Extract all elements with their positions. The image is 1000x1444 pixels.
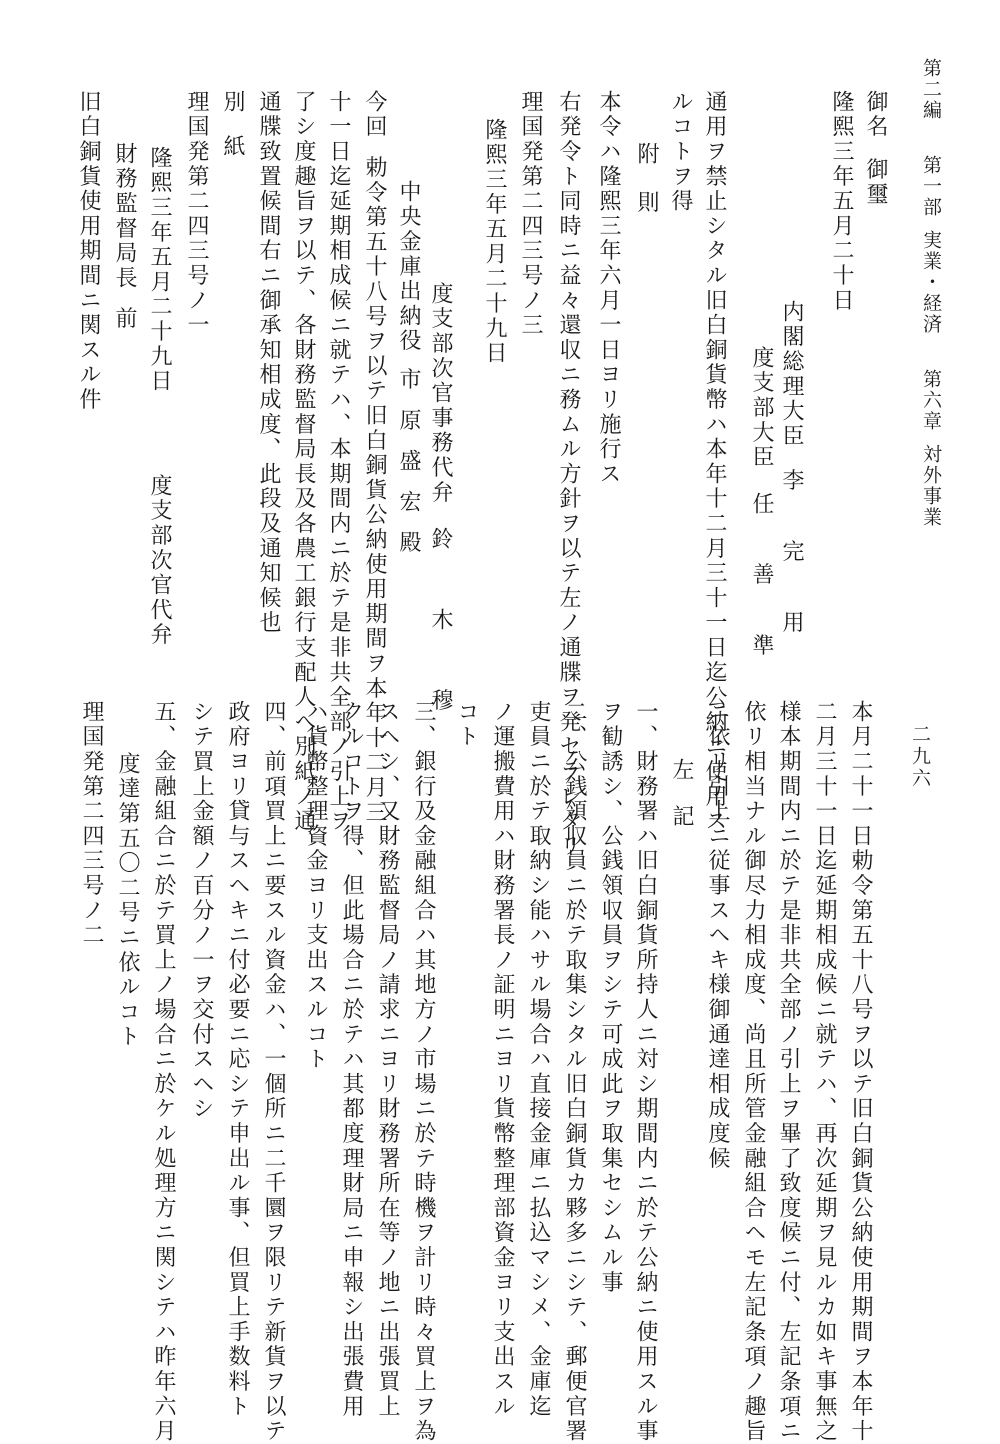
text-segment: 善: [749, 562, 774, 588]
lower-column-9: [560, 700, 588, 1444]
lower-column-5: [703, 700, 731, 1171]
text-segment: 四、前項買上ニ要スル資金ハ、一個所ニ二千圜ヲ限リテ新貨ヲ以テ: [261, 700, 286, 1444]
text-segment: ニ依リ引上ニ従事スヘキ様御通達相成度候: [705, 700, 730, 1172]
lower-column-7: [631, 700, 659, 1444]
lower-column-6: [667, 758, 695, 830]
header-part: 第二編: [920, 58, 942, 121]
text-segment: 二、公銭領収員ニ於テ取集シタル旧白銅貨カ夥多ニシテ、郵便官署: [562, 700, 587, 1444]
text-segment: 一、財務署ハ旧白銅貨所持人ニ対シ期間内ニ於テ公納ニ使用スル事: [633, 700, 658, 1444]
text-segment: 三、銀行及金融組合ハ其地方ノ市場ニ於テ時機ヲ計リ時々買上ヲ為: [411, 700, 436, 1444]
text-segment: 理国発第二四三号ノ一: [184, 90, 209, 338]
text-segment: スヘシ、又財務監督局ノ請求ニヨリ財務署所在等ノ地ニ出張買上: [375, 700, 400, 1420]
page-number: 二九六: [909, 724, 931, 790]
text-segment: 度支部大臣: [749, 346, 774, 470]
text-segment: ヲ勧誘シ、公銭領収員ヲシテ可成此ヲ取集セシムル事: [598, 700, 623, 1296]
lower-column-13: [409, 700, 437, 1444]
text-segment: 政府ヨリ貸与スヘキニ付必要ニ応シテ申出ル事、但買上手数料ト: [225, 700, 250, 1420]
text-segment: 旧白銅貨使用期間ニ関スル件: [76, 90, 101, 413]
text-segment: 了シ度趣旨ヲ以テ、各財務監督局長及各農工銀行支配人へ別紙ノ通: [291, 90, 316, 834]
text-segment: 木: [428, 608, 453, 633]
text-segment: 殿: [396, 530, 421, 556]
lower-column-20: [149, 700, 177, 1444]
lower-column-1: [846, 700, 874, 1444]
text-segment: 様本期間内ニ於テ是非共全部ノ引上ヲ畢了致度候ニ付、左記条項ニ: [776, 700, 801, 1444]
text-segment: 御璽: [863, 157, 888, 208]
lower-column-18: [223, 700, 251, 1419]
upper-column-19: [182, 90, 210, 338]
lower-column-22: [77, 700, 105, 948]
text-segment: 別: [220, 90, 245, 115]
lower-column-2: [810, 700, 838, 1444]
text-segment: 用: [779, 610, 804, 636]
lower-column-3: [774, 700, 802, 1444]
text-segment: シテ買上金額ノ百分ノ一ヲ交付スヘシ: [189, 700, 214, 1122]
text-segment: 財務監督局長: [112, 142, 137, 291]
upper-column-22: [74, 90, 102, 412]
upper-column-17: [254, 90, 282, 636]
lower-column-4: [739, 700, 767, 1444]
upper-column-13: [394, 180, 422, 556]
text-segment: 度支部次官事務代弁: [428, 282, 453, 506]
text-segment: 左: [669, 758, 694, 783]
upper-column-10: [516, 90, 544, 338]
upper-column-4: [747, 346, 775, 658]
lower-column-11: [488, 700, 516, 1419]
text-segment: ノ運搬費用ハ財務署長ノ証明ニヨリ貨幣整理部資金ヨリ支出スル: [490, 700, 515, 1420]
lower-column-19: [187, 700, 215, 1122]
upper-column-20: [145, 146, 173, 648]
lower-column-21: [113, 752, 141, 1050]
text-segment: 本令ハ隆熙三年六月一日ヨリ施行ス: [596, 90, 621, 487]
lower-column-10: [524, 700, 552, 1419]
text-segment: 則: [634, 190, 659, 216]
text-segment: 隆熙三年五月二十日: [829, 90, 854, 314]
text-segment: 任: [749, 492, 774, 517]
text-segment: 記: [669, 804, 694, 830]
running-header: [918, 58, 944, 618]
text-segment: 原: [396, 408, 421, 434]
upper-column-2: [827, 90, 855, 313]
text-segment: コト: [454, 700, 479, 750]
text-segment: 右発令ト同時ニ益々還収ニ務ムル方針ヲ以テ左ノ通牒ヲ発セラレタリ: [556, 90, 581, 859]
text-segment: 準: [749, 633, 774, 659]
text-segment: 本月二十一日勅令第五十八号ヲ以テ旧白銅貨公納使用期間ヲ本年十: [848, 700, 873, 1444]
upper-column-12: [426, 282, 454, 714]
text-segment: 度達第五〇二号ニ依ルコト: [115, 752, 140, 1050]
text-segment: 今回: [362, 90, 387, 140]
text-segment: 盛: [396, 449, 421, 475]
text-segment: 宏: [396, 490, 421, 515]
text-segment: 附: [634, 142, 659, 167]
text-segment: 穆: [428, 688, 453, 714]
upper-column-7: [632, 142, 660, 216]
text-segment: 通用ヲ禁止シタル旧白銅貨幣ハ本年十二月三十一日迄公納ニ使用ス: [702, 90, 727, 834]
upper-column-18: [218, 90, 246, 160]
text-segment: 理国発第二四三号ノ二: [79, 700, 104, 948]
upper-column-11: [480, 118, 508, 366]
text-segment: クルコトヲ得、但此場合ニ於テハ其都度理財局ニ申報シ出張費用: [339, 700, 364, 1420]
text-segment: 内閣総理大臣: [779, 300, 804, 449]
text-segment: 前: [112, 306, 137, 332]
text-segment: 勅令第五十八号ヲ以テ旧白銅貨公納使用期間ヲ本年十二月三: [362, 155, 387, 826]
lower-column-12: [452, 700, 480, 750]
upper-column-21: [110, 142, 138, 332]
lower-column-17: [259, 700, 287, 1444]
text-segment: 中央金庫出納役: [396, 180, 421, 354]
text-segment: 通牒致置候間右ニ御承知相成度、此段及通知候也: [256, 90, 281, 636]
upper-column-3: [777, 300, 805, 635]
text-segment: 五、金融組合ニ於テ買上ノ場合ニ於ケル処理方ニ関シテハ昨年六月: [151, 700, 176, 1444]
header-chapter-title: 対外事業: [920, 444, 942, 528]
text-segment: 理国発第二四三号ノ三: [518, 90, 543, 338]
text-segment: 御名: [863, 90, 888, 140]
text-segment: 隆熙三年五月二十九日: [147, 146, 172, 394]
text-segment: 十一日迄延期相成候ニ就テハ、本期間内ニ於テ是非共全部ノ引上ヲ: [326, 90, 351, 834]
lower-column-16: [301, 700, 329, 1072]
text-segment: 完: [779, 539, 804, 565]
upper-column-6: [666, 90, 694, 214]
text-segment: 李: [779, 468, 804, 494]
text-segment: 依リ相当ナル御尽力相成度、尚且所管金融組合ヘモ左記条項ノ趣旨: [741, 700, 766, 1444]
header-section: 第一部: [920, 155, 942, 218]
text-segment: ルコトヲ得: [668, 90, 693, 214]
text-segment: 鈴: [428, 527, 453, 553]
text-segment: 市: [396, 367, 421, 393]
text-segment: 度支部次官代弁: [147, 474, 172, 648]
text-segment: 紙: [220, 134, 245, 160]
lower-column-8: [596, 700, 624, 1295]
upper-column-1: [861, 90, 889, 207]
text-segment: 隆熙三年五月二十九日: [482, 118, 507, 366]
text-segment: 吏員ニ於テ取納シ能ハサル場合ハ直接金庫ニ払込マシメ、金庫迄: [526, 700, 551, 1420]
header-chapter: 第六章: [920, 369, 942, 432]
header-division: 実業・経済: [920, 230, 942, 335]
text-segment: 二月三十一日迄延期相成候ニ就テハ、再次延期ヲ見ルカ如キ事無之: [812, 700, 837, 1444]
upper-column-8: [594, 90, 622, 487]
lower-column-15: [337, 700, 365, 1419]
text-segment: ハ貨幣整理資金ヨリ支出スルコト: [303, 700, 328, 1072]
lower-column-14: [373, 700, 401, 1419]
